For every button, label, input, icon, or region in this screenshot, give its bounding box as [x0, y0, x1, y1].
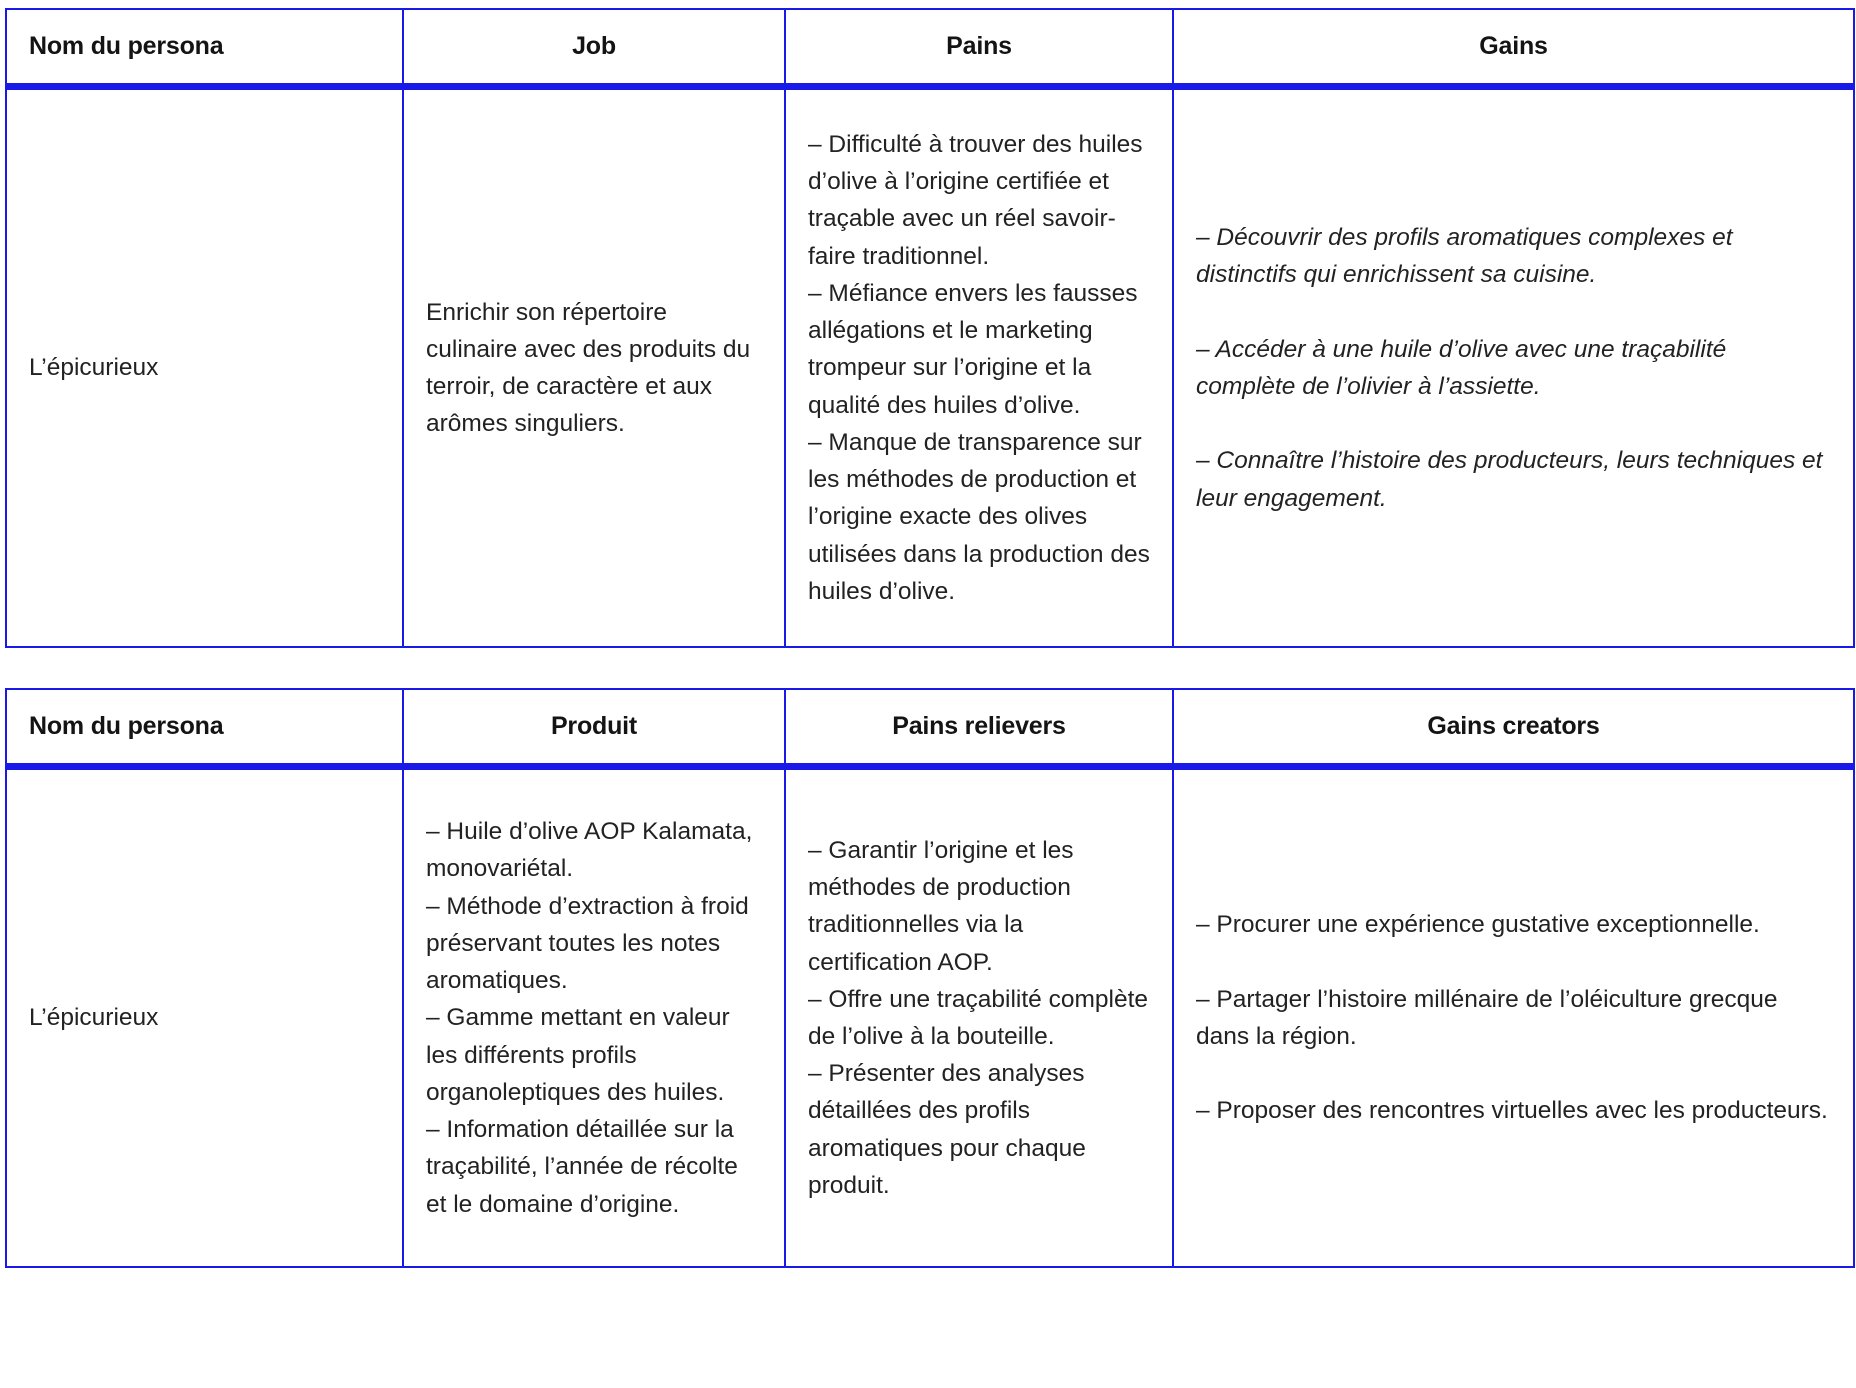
column-header-pains-relievers: Pains relievers [785, 689, 1173, 767]
table-body [6, 767, 1854, 1268]
gains-text: – Découvrir des profils aromatiques complexes et distinctifs qui enrichissent sa cuisine. – Accéder à une huile d’olive avec une traçabilité complète de l’olivier à l’assiette. – Connaître l’histoire des producteurs, leurs techniques et leur engagement. [1196, 224, 1823, 512]
cell-persona-name [6, 87, 403, 648]
table-spacer [0, 648, 1856, 688]
cell-persona-name [6, 767, 403, 1268]
persona-name-text: L’épicurieux [29, 1004, 159, 1032]
job-text: Enrichir son répertoire culinaire avec des produits du terroir, de caractère et aux arômes singuliers. [426, 298, 751, 438]
pains-text: – Difficulté à trouver des huiles d’olive à l’origine certifiée et traçable avec un réel savoir-faire traditionnel. – Méfiance envers les fausses allégations et le marketing trompeur sur l’origine et la qualité des huiles d’olive. – Manque de transparence sur les méthodes de production et l’origine exacte des olives utilisées dans la production des huiles d’olive. [808, 130, 1150, 605]
pains-relievers-text: – Garantir l’origine et les méthodes de production traditionnelles via la certification AOP. – Offre une traçabilité complète de l’olive à la bouteille. – Présenter des analyses détaillées des profils aromatiques pour chaque produit. [808, 836, 1149, 1199]
column-header-pains: Pains [785, 9, 1173, 87]
customer-profile-table [5, 8, 1855, 648]
cell-produit [403, 767, 785, 1268]
cell-pains [785, 87, 1173, 648]
column-header-gains: Gains [1173, 9, 1854, 87]
column-header-produit: Produit [403, 689, 785, 767]
header-row [6, 689, 1854, 767]
persona-name-text: L’épicurieux [29, 354, 159, 382]
table-header [6, 689, 1854, 767]
column-header-persona: Nom du persona [6, 9, 403, 87]
table-row [6, 767, 1854, 1268]
table-body [6, 87, 1854, 648]
gains-creators-text: – Procurer une expérience gustative exceptionnelle. – Partager l’histoire millénaire de l’oléiculture grecque dans la région. – Proposer des rencontres virtuelles avec les producteurs. [1196, 911, 1828, 1125]
produit-text: – Huile d’olive AOP Kalamata, monovariétal. – Méthode d’extraction à froid préservant toutes les notes aromatiques. – Gamme mettant en valeur les différents profils organoleptiques des huiles. – Information détaillée sur la traçabilité, l’année de récolte et le domaine d’origine. [426, 818, 753, 1218]
cell-pains-relievers [785, 767, 1173, 1268]
column-header-gains-creators: Gains creators [1173, 689, 1854, 767]
cell-gains-creators [1173, 767, 1854, 1268]
header-row [6, 9, 1854, 87]
value-map-table [5, 688, 1855, 1268]
cell-gains [1173, 87, 1854, 648]
table-header [6, 9, 1854, 87]
table-row [6, 87, 1854, 648]
column-header-job: Job [403, 9, 785, 87]
cell-job [403, 87, 785, 648]
column-header-persona: Nom du persona [6, 689, 403, 767]
